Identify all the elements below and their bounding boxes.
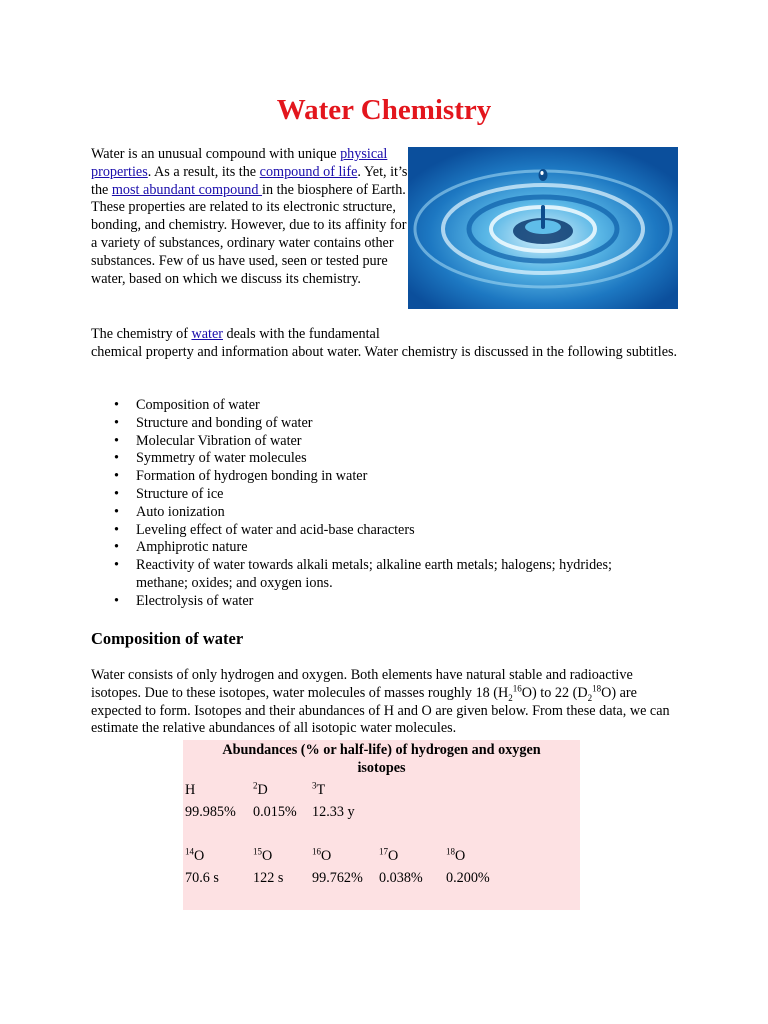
subscript: 2 [587,692,593,703]
isotope-label [312,848,331,866]
intro-text-3: . Yet, it’s the [91,163,408,198]
isotope-value: 99.985% [185,804,236,820]
mass-number: 15 [253,846,262,857]
intro-text-4: in the biosphere of Earth. These properties are related to its electronic structure, bonding, and chemistry. However, due to its affinity for a variety of substances, ordinary water contains other substances. Few of us have used, seen or tested pure water, based on which we discuss its chemistry. [91,181,407,287]
page-title: Water Chemistry [276,94,492,126]
isotope-label [185,848,204,866]
list-item: • Auto ionization [91,504,661,522]
isotope-label [253,848,272,866]
intro-paragraph [91,146,411,288]
mass-number: 17 [379,846,388,857]
para2-text-3: chemical property and information about water. Water chemistry is discussed in the following subtitles. [91,343,678,360]
abundance-table [183,740,580,910]
isotope-symbol: O [194,848,205,864]
isotope-label [253,782,268,800]
superscript: 16 [512,683,522,694]
chemistry-paragraph [91,326,681,362]
composition-text-2: O) to 22 (D [521,684,588,701]
isotope-value: 12.33 y [312,804,355,820]
water-link[interactable]: water [191,326,223,342]
isotope-symbol: O [262,848,273,864]
isotope-value: 70.6 s [185,870,219,886]
list-item: • Amphiprotic nature [91,539,661,557]
water-drop-image [408,147,678,309]
topics-list [91,397,661,611]
isotope-value: 0.015% [253,804,297,820]
most-abundant-compound-link[interactable]: most abundant compound [111,181,263,198]
isotope-label [446,848,465,866]
list-item: • Reactivity of water towards alkali metals; alkaline earth metals; halogens; hydrides; methane; oxides; and oxygen ions. [91,557,661,593]
isotope-value: 122 s [253,870,284,886]
compound-of-life-link[interactable]: compound of life [259,163,358,180]
para2-text-2: deals with the fundamental [222,326,380,342]
composition-text-1: Water consists of only hydrogen and oxygen. Both elements have natural stable and radioactive isotopes. Due to these isotopes, water molecules of masses roughly 18 (H [91,667,633,701]
composition-heading: Composition of water [91,629,244,648]
mass-number: 2 [253,780,258,791]
abundance-caption: Abundances (% or half-life) of hydrogen and oxygen isotopes [222,742,541,776]
mass-number: 14 [185,846,194,857]
physical-properties-link[interactable]: physical properties [91,146,388,180]
intro-text-1: Water is an unusual compound with unique [91,146,341,162]
isotope-label [185,782,195,800]
isotope-label [379,848,398,866]
isotope-symbol: H [185,782,196,798]
isotope-value: 99.762% [312,870,363,886]
subscript: 2 [508,692,513,703]
mass-number: 18 [446,846,455,857]
superscript: 18 [592,683,602,694]
composition-paragraph [91,667,681,738]
isotope-symbol: T [316,782,326,798]
list-item: • Leveling effect of water and acid-base characters [91,522,661,540]
list-item: • Composition of water [91,397,661,415]
list-item: • Structure of ice [91,486,661,504]
intro-text-2: . As a result, its the [147,163,260,180]
list-item: • Structure and bonding of water [91,415,661,433]
isotope-symbol: O [388,848,399,864]
isotope-label [312,782,325,800]
isotope-value: 0.038% [379,870,423,886]
list-item: • Molecular Vibration of water [91,433,661,451]
mass-number: 3 [312,780,317,791]
mass-number: 16 [312,846,321,857]
list-item: • Electrolysis of water [91,593,661,611]
isotope-symbol: D [257,782,268,798]
water-ripple-illustration [408,147,678,309]
isotope-symbol: O [321,848,332,864]
list-item: • Symmetry of water molecules [91,450,661,468]
para2-text-1: The chemistry of [91,326,192,342]
composition-text-3: O) are expected to form. Isotopes and their abundances of H and O are given below. From these data, we can estimate the relative abundances of all isotopic water molecules. [91,684,670,737]
list-item: • Formation of hydrogen bonding in water [91,468,661,486]
isotope-value: 0.200% [446,870,490,886]
isotope-symbol: O [455,848,466,864]
